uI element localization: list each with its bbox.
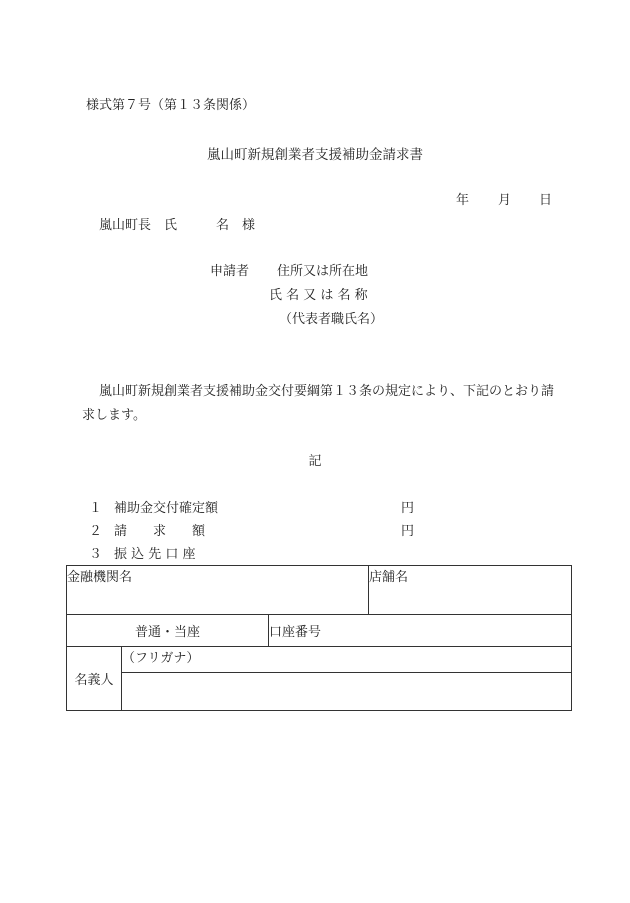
account-type-label: 普通・当座: [134, 625, 200, 640]
bank-account-table: [66, 565, 572, 711]
date-month-label: 月: [498, 193, 512, 208]
item-2-unit: 円: [401, 524, 415, 539]
item-1-unit: 円: [401, 501, 415, 516]
request-body-text: 嵐山町新規創業者支援補助金交付要綱第１３条の規定により、下記のとおり請求します。: [82, 384, 555, 423]
applicant-name-label: 氏 名 又 は 名 称: [269, 288, 368, 303]
item-number: ３: [89, 547, 103, 562]
branch-cell[interactable]: [369, 566, 572, 615]
furigana-label: （フリガナ）: [122, 651, 200, 666]
applicant-label: 申請者: [210, 264, 250, 279]
account-number-label: 口座番号: [269, 625, 322, 640]
holder-label-cell: [67, 647, 122, 711]
holder-name-cell[interactable]: [122, 673, 572, 711]
applicant-representative-label: （代表者職氏名）: [279, 312, 384, 327]
form-number: 様式第７号（第１３条関係）: [86, 98, 256, 113]
item-3: [89, 548, 196, 561]
document-title: 嵐山町新規創業者支援補助金請求書: [207, 147, 423, 163]
date-year-label: 年: [456, 193, 470, 208]
item-1: [89, 502, 218, 515]
ki-heading: 記: [308, 454, 322, 469]
institution-label: 金融機関名: [67, 570, 133, 585]
account-number-cell[interactable]: [269, 615, 572, 647]
branch-label: 店舗名: [369, 570, 409, 585]
holder-label: 名義人: [74, 673, 114, 688]
account-type-cell[interactable]: [67, 615, 269, 647]
institution-cell[interactable]: [67, 566, 369, 615]
date-day-label: 日: [539, 193, 553, 208]
item-number: ２: [89, 524, 103, 539]
item-2: [89, 525, 205, 538]
item-label: 請 求 額: [114, 524, 206, 539]
addressee: 嵐山町長 氏 名 様: [99, 218, 256, 233]
applicant-address-label: 住所又は所在地: [277, 264, 369, 279]
furigana-cell[interactable]: [122, 647, 572, 673]
item-number: １: [89, 501, 103, 516]
item-label: 振 込 先 口 座: [114, 547, 196, 562]
item-label: 補助金交付確定額: [114, 501, 219, 516]
